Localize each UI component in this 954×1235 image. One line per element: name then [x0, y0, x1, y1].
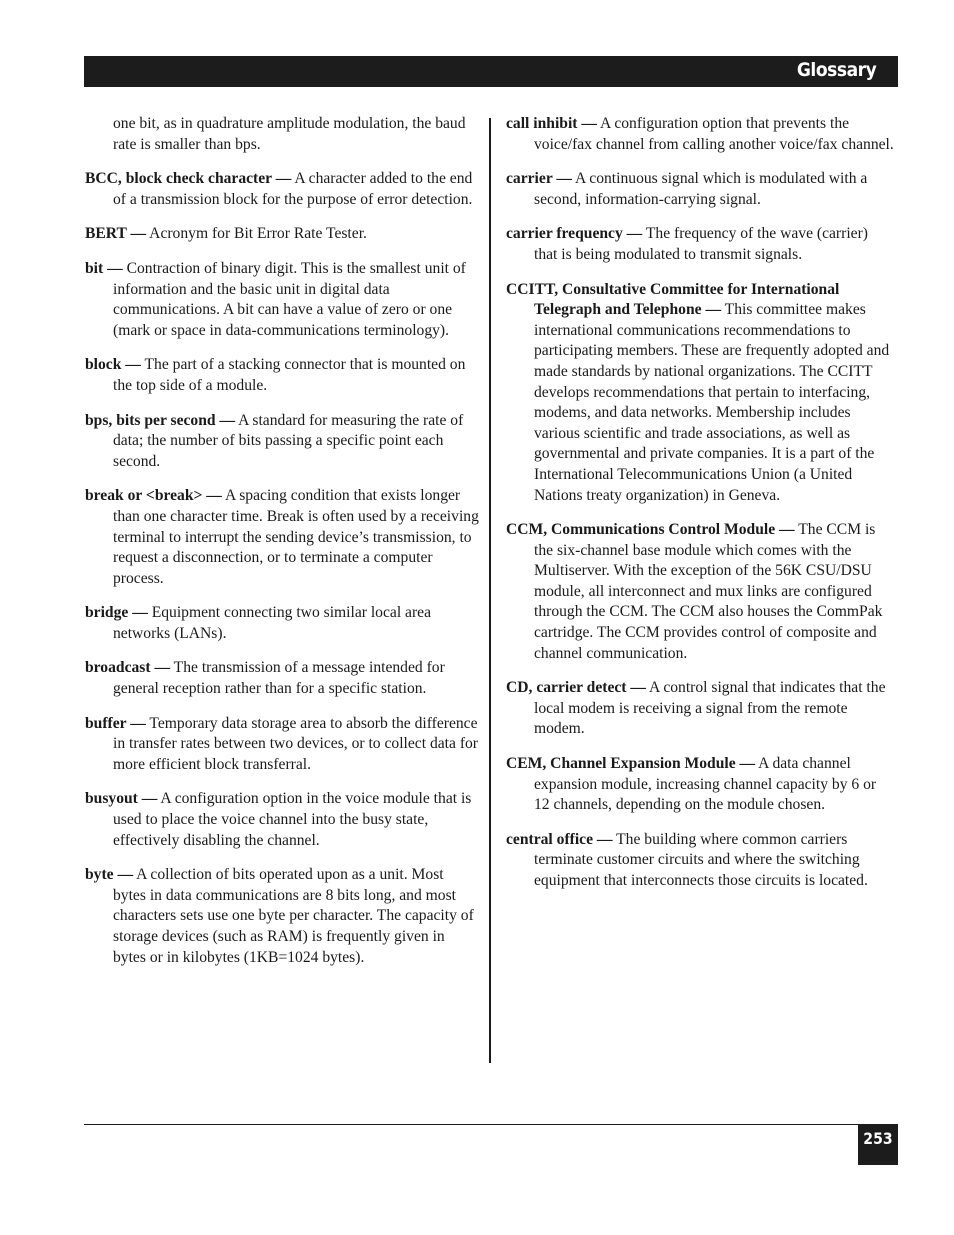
glossary-entry [506, 520, 894, 664]
glossary-entry [506, 169, 894, 210]
glossary-term: bps, bits per second — [85, 411, 236, 429]
glossary-term: call inhibit — [506, 115, 597, 132]
glossary-entry [506, 224, 894, 265]
glossary-term: byte — [85, 866, 134, 884]
section-title: Glossary [796, 59, 876, 81]
glossary-term: carrier — [506, 170, 572, 188]
glossary-definition: A control signal that indicates that the local modem is receiving a signal from the remote modem. [534, 679, 886, 738]
glossary-entry [85, 411, 479, 473]
glossary-entry [85, 865, 479, 968]
glossary-entry [506, 678, 894, 740]
continuation-definition: one bit, as in quadrature amplitude modulation, the baud rate is smaller than bps. [113, 115, 466, 153]
glossary-term: CEM, Channel Expansion Module — [506, 755, 756, 773]
glossary-term: carrier frequency — [506, 225, 643, 243]
glossary-entry [506, 114, 894, 155]
header-bar [84, 56, 898, 87]
glossary-definition: Equipment connecting two similar local area networks (LANs). [113, 604, 432, 642]
glossary-entry [85, 224, 479, 245]
glossary-entry [85, 714, 479, 776]
glossary-entry [85, 355, 479, 396]
column-divider [489, 118, 491, 1063]
glossary-definition: The part of a stacking connector that is mounted on the top side of a module. [113, 356, 466, 394]
glossary-definition: The building where common carriers terminate customer circuits and where the switching equipment that interconnects those circuits is located. [534, 830, 868, 889]
glossary-entry [85, 789, 479, 851]
glossary-term: BERT — [85, 225, 147, 243]
glossary-entry [506, 754, 894, 816]
glossary-term: broadcast — [85, 659, 171, 677]
glossary-definition: A continuous signal which is modulated with a second, information-carrying signal. [534, 170, 868, 208]
glossary-term: bit — [85, 259, 123, 277]
glossary-term: CCM, Communications Control Module — [506, 521, 795, 539]
footer-rule [84, 1124, 898, 1125]
glossary-term: CD, carrier detect — [506, 679, 646, 697]
page-number-box [858, 1124, 898, 1165]
glossary-definition: A spacing condition that exists longer than one character time. Break is often used by a receiving terminal to interrupt the sending device’s transmission, to request a disconnection, or to terminate a computer process. [113, 487, 479, 587]
glossary-definition: Temporary data storage area to absorb the difference in transfer rates between two devices, or to collect data for more efficient block transferral. [113, 714, 478, 773]
glossary-definition: The frequency of the wave (carrier) that is being modulated to transmit signals. [534, 225, 868, 263]
glossary-definition: A data channel expansion module, increasing channel capacity by 6 or 12 channels, depending on the module chosen. [534, 755, 877, 814]
glossary-entry [506, 280, 894, 507]
glossary-definition: The CCM is the six-channel base module which comes with the Multiserver. With the exception of the 56K CSU/DSU module, all interconnect and mux links are configured through the CCM. The CCM also houses the CommPak cartridge. The CCM provides control of composite and channel communication. [534, 521, 883, 662]
glossary-term: block — [85, 356, 141, 374]
glossary-definition: Contraction of binary digit. This is the smallest unit of information and the basic unit in digital data communications. A bit can have a value of zero or one (mark or space in data-communications terminology). [113, 259, 466, 339]
glossary-term: buffer — [85, 714, 146, 732]
continuation-text [85, 114, 479, 155]
glossary-entry [85, 486, 479, 589]
glossary-entry [85, 603, 479, 644]
glossary-term: break or <break> — [85, 487, 222, 505]
glossary-term: CCITT, Consultative Committee for International Telegraph and Telephone — [506, 280, 840, 319]
left-column [85, 114, 479, 982]
glossary-entry [85, 658, 479, 699]
right-column [506, 114, 894, 906]
glossary-definition: A configuration option that prevents the voice/fax channel from calling another voice/fax channel. [534, 115, 894, 153]
glossary-definition: A character added to the end of a transmission block for the purpose of error detection. [113, 170, 473, 208]
page-number: 253 [863, 1129, 893, 1148]
glossary-term: bridge — [85, 604, 148, 622]
glossary-definition: A configuration option in the voice module that is used to place the voice channel into the busy state, effectively disabling the channel. [113, 790, 472, 849]
glossary-definition: Acronym for Bit Error Rate Tester. [146, 225, 367, 243]
glossary-definition: This committee makes international communications recommendations to participating members. These are frequently adopted and made standards by national organizations. The CCITT develops recommendations that pertain to interfacing, modems, and data networks. Membership includes various scientific and trade associations, as well as governmental and private companies. It is a part of the International Telecommunications Union (a United Nations treaty organization) in Geneva. [534, 301, 890, 504]
glossary-entry [85, 169, 479, 210]
glossary-definition: A standard for measuring the rate of data; the number of bits passing a specific point each second. [113, 411, 464, 470]
glossary-term: central office — [506, 830, 613, 848]
glossary-entry [506, 830, 894, 892]
glossary-term: BCC, block check character — [85, 170, 292, 188]
glossary-term: busyout — [85, 790, 158, 808]
glossary-definition: A collection of bits operated upon as a unit. Most bytes in data communications are 8 bits long, and most characters sets use one byte per character. The capacity of storage devices (such as RAM) is frequently given in bytes or in kilobytes (1KB=1024 bytes). [113, 866, 474, 966]
glossary-entry [85, 259, 479, 341]
glossary-definition: The transmission of a message intended for general reception rather than for a specific station. [113, 659, 445, 698]
